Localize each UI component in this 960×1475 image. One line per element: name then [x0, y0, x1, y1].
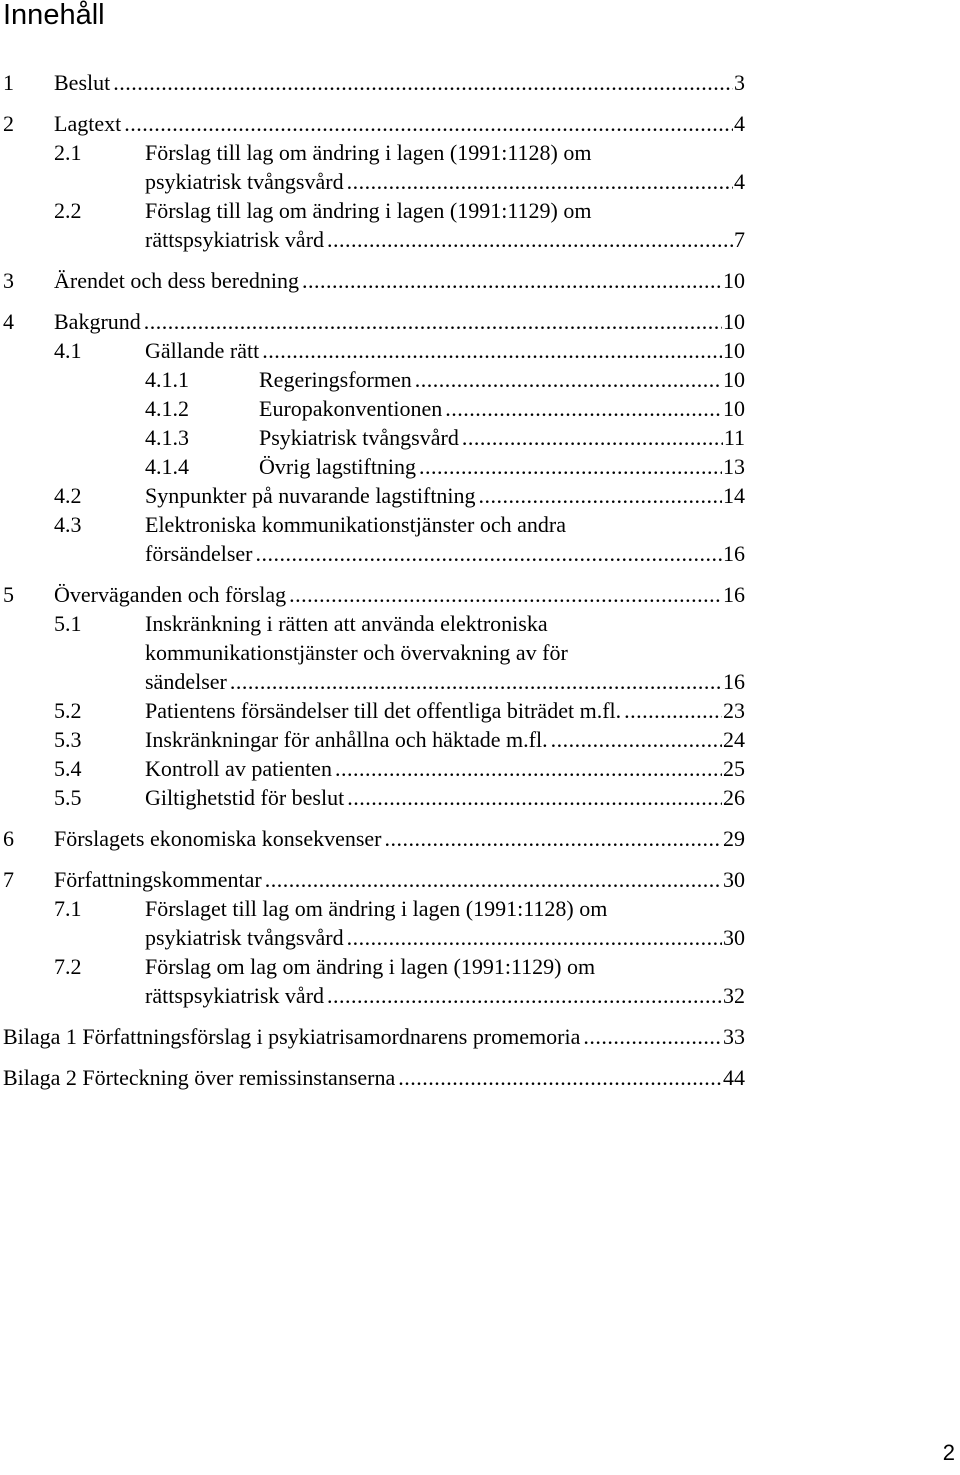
toc-entry-page: 30 — [723, 867, 745, 892]
toc-entry-page: 44 — [723, 1065, 745, 1090]
toc-entry[interactable] — [0, 111, 745, 137]
toc-entry-number: 4.1.4 — [145, 454, 189, 479]
toc-entry-appendix[interactable] — [0, 1065, 745, 1091]
toc-entry-page: 10 — [723, 396, 745, 421]
toc-entry[interactable] — [0, 198, 745, 224]
toc-entry-continuation[interactable] — [0, 669, 745, 695]
toc-entry-number: 7.1 — [54, 896, 82, 921]
toc-entry-number: 3 — [3, 268, 14, 293]
toc-entry-page: 26 — [723, 785, 745, 810]
toc-entry[interactable] — [0, 756, 745, 782]
toc-entry[interactable] — [0, 70, 745, 96]
toc-entry-title: Förslagets ekonomiska konsekvenser — [54, 826, 382, 851]
toc-entry-page: 7 — [734, 227, 745, 252]
toc-entry-page: 30 — [723, 925, 745, 950]
toc-entry-continuation[interactable] — [0, 640, 745, 666]
toc-entry-title: Förslag till lag om ändring i lagen (1991:1128) om — [145, 140, 592, 165]
toc-leader-dots — [395, 1065, 722, 1091]
toc-leader-dots — [253, 541, 722, 567]
toc-entry-number: 4.3 — [54, 512, 82, 537]
toc-entry-title: rättspsykiatrisk vård — [145, 983, 325, 1008]
toc-entry-continuation[interactable] — [0, 169, 745, 195]
toc-entry[interactable] — [0, 425, 745, 451]
toc-entry-continuation[interactable] — [0, 925, 745, 951]
toc-leader-dots — [121, 111, 733, 137]
toc-entry[interactable] — [0, 338, 745, 364]
toc-entry-continuation[interactable] — [0, 227, 745, 253]
toc-entry-page: 14 — [723, 483, 745, 508]
toc-entry[interactable] — [0, 896, 745, 922]
toc-leader-dots — [442, 396, 722, 422]
toc-leader-dots — [344, 169, 733, 195]
toc-leader-dots — [324, 983, 722, 1009]
toc-leader-dots — [259, 338, 722, 364]
toc-entry-title: Bakgrund — [54, 309, 141, 334]
toc-entry[interactable] — [0, 268, 745, 294]
toc-entry-number: 5 — [3, 582, 14, 607]
toc-leader-dots — [299, 268, 722, 294]
toc-entry[interactable] — [0, 826, 745, 852]
toc-entry-page: 4 — [734, 169, 745, 194]
toc-leader-dots — [262, 867, 722, 893]
toc-entry[interactable] — [0, 582, 745, 608]
toc-leader-dots — [459, 425, 723, 451]
toc-entry-number: 4.2 — [54, 483, 82, 508]
toc-entry-appendix[interactable] — [0, 1024, 745, 1050]
toc-entry-title: psykiatrisk tvångsvård — [145, 925, 344, 950]
toc-leader-dots — [332, 756, 722, 782]
toc-entry-title: Psykiatrisk tvångsvård — [259, 425, 459, 450]
toc-entry-title: Ärendet och dess beredning — [54, 268, 299, 293]
toc-entry-number: 5.4 — [54, 756, 82, 781]
toc-entry-number: 5.3 — [54, 727, 82, 752]
toc-entry-number: 7.2 — [54, 954, 82, 979]
toc-entry[interactable] — [0, 512, 745, 538]
toc-entry[interactable] — [0, 867, 745, 893]
toc-entry-page: 11 — [723, 425, 745, 450]
toc-entry-continuation[interactable] — [0, 983, 745, 1009]
toc-entry[interactable] — [0, 483, 745, 509]
toc-leader-dots — [412, 367, 722, 393]
toc-entry-title: Författningskommentar — [54, 867, 262, 892]
toc-entry[interactable] — [0, 367, 745, 393]
toc-leader-dots — [416, 454, 722, 480]
toc-entry-title: försändelser — [145, 541, 253, 566]
toc-leader-dots — [344, 925, 722, 951]
toc-entry-continuation[interactable] — [0, 541, 745, 567]
toc-entry-title: rättspsykiatrisk vård — [145, 227, 325, 252]
toc-entry-title: Kontroll av patienten — [145, 756, 332, 781]
toc-entry-number: 4.1.2 — [145, 396, 189, 421]
toc-entry-title: Bilaga 1 Författningsförslag i psykiatrisamordnarens promemoria — [3, 1024, 581, 1049]
toc-entry-number: 2.2 — [54, 198, 82, 223]
toc-entry-number: 2.1 — [54, 140, 82, 165]
toc-entry-page: 10 — [723, 309, 745, 334]
toc-entry-number: 4 — [3, 309, 14, 334]
toc-entry-number: 5.1 — [54, 611, 82, 636]
toc-entry-page: 10 — [723, 338, 745, 363]
toc-entry-title: Gällande rätt — [145, 338, 260, 363]
toc-entry-page: 24 — [723, 727, 745, 752]
toc-entry-page: 25 — [723, 756, 745, 781]
toc-entry-number: 4.1 — [54, 338, 82, 363]
toc-entry-title: Inskränkning i rätten att använda elektroniska — [145, 611, 548, 636]
toc-entry[interactable] — [0, 140, 745, 166]
toc-leader-dots — [548, 727, 722, 753]
toc-entry-title: Bilaga 2 Förteckning över remissinstanserna — [3, 1065, 396, 1090]
toc-entry-title: Inskränkningar för anhållna och häktade m.fl. — [145, 727, 548, 752]
toc-leader-dots — [286, 582, 722, 608]
toc-entry-number: 4.1.1 — [145, 367, 189, 392]
toc-entry-number: 5.5 — [54, 785, 82, 810]
toc-entry-number: 1 — [3, 70, 14, 95]
toc-entry-title: Elektroniska kommunikationstjänster och andra — [145, 512, 566, 537]
toc-entry-page: 4 — [734, 111, 745, 136]
toc-leader-dots — [110, 70, 733, 96]
toc-leader-dots — [324, 227, 733, 253]
toc-entry-number: 7 — [3, 867, 14, 892]
toc-entry[interactable] — [0, 727, 745, 753]
toc-entry-title: Regeringsformen — [259, 367, 412, 392]
toc-entry-page: 13 — [723, 454, 745, 479]
toc-entry-page: 16 — [723, 582, 745, 607]
toc-entry[interactable] — [0, 785, 745, 811]
toc-entry-title: Förslag till lag om ändring i lagen (1991:1129) om — [145, 198, 592, 223]
toc-entry-title: kommunikationstjänster och övervakning av för — [145, 640, 568, 665]
toc-entry-title: sändelser — [145, 669, 227, 694]
toc-entry-title: Giltighetstid för beslut — [145, 785, 345, 810]
toc-leader-dots — [621, 698, 722, 724]
toc-entry[interactable] — [0, 309, 745, 335]
toc-entry-title: Förslaget till lag om ändring i lagen (1991:1128) om — [145, 896, 608, 921]
toc-entry-title: Patientens försändelser till det offentliga biträdet m.fl. — [145, 698, 622, 723]
toc-entry[interactable] — [0, 611, 745, 637]
toc-entry-page: 16 — [723, 541, 745, 566]
toc-entry-title: Lagtext — [54, 111, 122, 136]
toc-leader-dots — [344, 785, 722, 811]
toc-entry-page: 29 — [723, 826, 745, 851]
toc-leader-dots — [141, 309, 722, 335]
toc-entry-page: 33 — [723, 1024, 745, 1049]
toc-entry-page: 32 — [723, 983, 745, 1008]
toc-leader-dots — [382, 826, 723, 852]
toc-entry-number: 5.2 — [54, 698, 82, 723]
toc-entry-title: Europakonventionen — [259, 396, 443, 421]
toc-entry-title: Överväganden och förslag — [54, 582, 287, 607]
toc-entry-title: Förslag om lag om ändring i lagen (1991:1129) om — [145, 954, 596, 979]
toc-leader-dots — [227, 669, 722, 695]
toc-leader-dots — [580, 1024, 722, 1050]
toc-entry-number: 2 — [3, 111, 14, 136]
toc-heading: Innehåll — [3, 0, 105, 31]
page-number: 2 — [942, 1440, 955, 1465]
toc-entry-title: psykiatrisk tvångsvård — [145, 169, 344, 194]
toc-entry-title: Övrig lagstiftning — [259, 454, 417, 479]
toc-entry-number: 6 — [3, 826, 14, 851]
toc-entry[interactable] — [0, 954, 745, 980]
toc-entry[interactable] — [0, 396, 745, 422]
toc-entry-title: Synpunkter på nuvarande lagstiftning — [145, 483, 476, 508]
toc-entry-number: 4.1.3 — [145, 425, 189, 450]
toc-entry[interactable] — [0, 698, 745, 724]
toc-entry-page: 23 — [723, 698, 745, 723]
toc-leader-dots — [476, 483, 722, 509]
toc-entry[interactable] — [0, 454, 745, 480]
toc-entry-page: 10 — [723, 367, 745, 392]
toc-entry-page: 10 — [723, 268, 745, 293]
toc-entry-page: 16 — [723, 669, 745, 694]
toc-entry-title: Beslut — [54, 70, 111, 95]
toc-entry-page: 3 — [734, 70, 745, 95]
